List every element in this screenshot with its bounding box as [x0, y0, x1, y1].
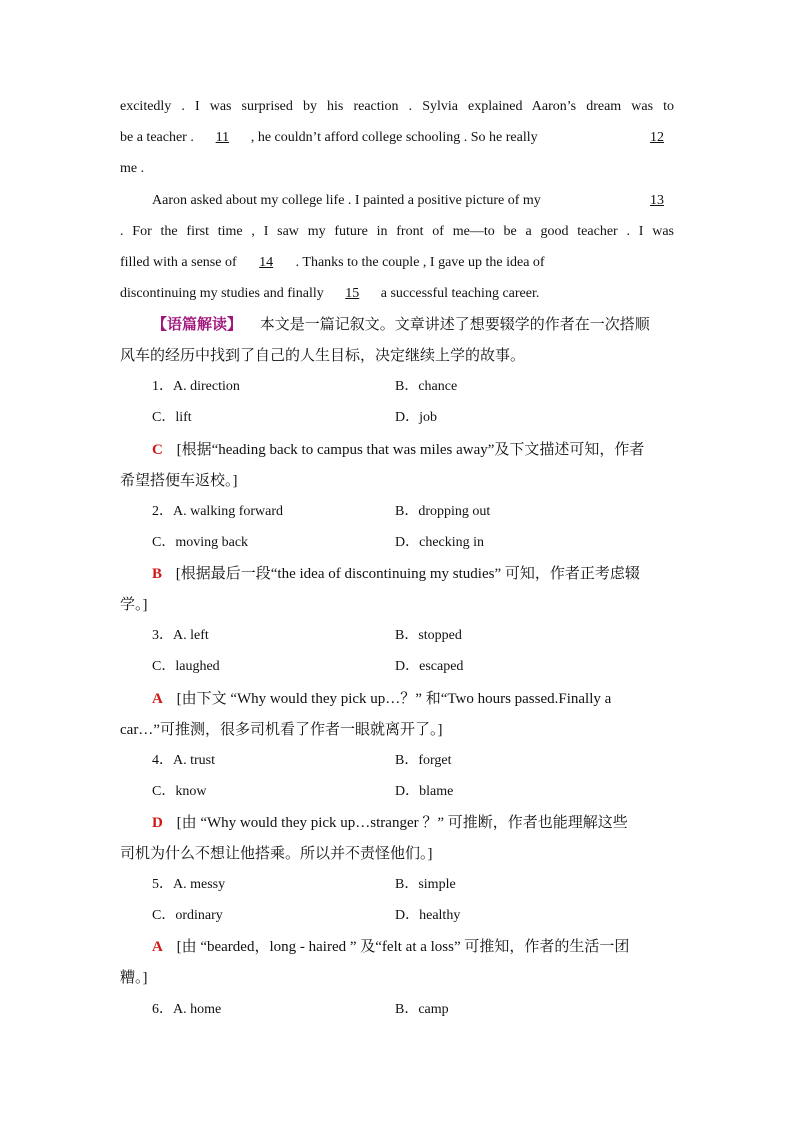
answer-line — [152, 687, 674, 711]
passage-text: be a teacher . — [120, 130, 194, 145]
question-1-option-b: B．chance — [395, 379, 458, 394]
blank-12: 12 — [650, 130, 664, 145]
question-3-option-b: B．stopped — [395, 628, 462, 643]
answer-line — [152, 562, 674, 586]
answer-letter: D — [152, 815, 163, 831]
answer-letter: C — [152, 442, 163, 458]
question-6-option-a — [152, 998, 221, 1022]
blank-15: 15 — [345, 286, 360, 301]
question-2-option-a — [152, 500, 283, 524]
answer-letter: B — [152, 566, 163, 582]
question-2-option-b: B．dropping out — [395, 504, 491, 519]
explanation-line: 希望搭便车返校。] — [120, 473, 238, 489]
question-number: 2． — [152, 504, 173, 519]
question-4-option-b: B．forget — [395, 753, 452, 768]
explanation-text: [根据“heading back to campus that was miles away”及下文描述可知，作者 — [176, 442, 645, 458]
passage-text: discontinuing my studies and finally — [120, 286, 324, 301]
option-text: A. messy — [173, 877, 226, 892]
question-number: 6． — [152, 1002, 173, 1017]
passage-line: excitedly . I was surprised by his reaction . Sylvia explained Aaron’s dream was to — [120, 99, 674, 114]
question-1-option-a — [152, 375, 240, 399]
analysis-tag: 【语篇解读】 — [152, 317, 243, 333]
analysis-text: 本文是一篇记叙文。文章讲述了想要辍学的作者在一次搭顺 — [259, 317, 650, 333]
answer-line — [152, 438, 674, 462]
question-1-option-d: D．job — [395, 410, 437, 425]
explanation-text: [由 “Why would they pick up…stranger ？” 可推断，作者也能理解这些 — [176, 815, 628, 831]
option-text: A. trust — [173, 753, 215, 768]
question-3-option-d: D．escaped — [395, 659, 464, 674]
passage-text: a successful teaching career. — [380, 286, 540, 301]
question-4-option-a — [152, 749, 215, 773]
passage-text: . Thanks to the couple , I gave up the idea of — [295, 255, 545, 270]
question-number: 4． — [152, 753, 173, 768]
analysis-line: 风车的经历中找到了自己的人生目标，决定继续上学的故事。 — [120, 348, 526, 364]
passage-line — [120, 126, 674, 150]
blank-14: 14 — [259, 255, 274, 270]
answer-letter: A — [152, 691, 163, 707]
passage-text: , he couldn’t afford college schooling . So he really — [250, 130, 538, 145]
question-number: 3． — [152, 628, 173, 643]
explanation-line: car…”可推测，很多司机看了作者一眼就离开了。] — [120, 722, 443, 738]
option-text: A. home — [173, 1002, 222, 1017]
question-6-option-b: B．camp — [395, 1002, 449, 1017]
question-5-option-d: D．healthy — [395, 908, 461, 923]
question-3-option-a — [152, 624, 209, 648]
explanation-line: 司机为什么不想让他搭乘。所以并不责怪他们。] — [120, 846, 433, 862]
analysis-line — [152, 313, 674, 337]
passage-line — [152, 189, 674, 213]
answer-letter: A — [152, 939, 163, 955]
option-text: A. walking forward — [173, 504, 284, 519]
explanation-text: [由 “bearded，long - haired ” 及“felt at a loss” 可推知，作者的生活一团 — [176, 939, 630, 955]
blank-13: 13 — [650, 193, 664, 208]
explanation-line: 学。] — [120, 597, 148, 613]
passage-text: Aaron asked about my college life . I painted a positive picture of my — [152, 193, 541, 208]
option-text: A. direction — [173, 379, 240, 394]
passage-line: me . — [120, 161, 145, 176]
question-2-option-c: C．moving back — [152, 535, 249, 550]
passage-line — [120, 251, 674, 275]
question-5-option-a — [152, 873, 225, 897]
question-4-option-d: D．blame — [395, 784, 454, 799]
explanation-text: [由下文 “Why would they pick up…？” 和“Two hours passed.Finally a — [176, 691, 612, 707]
answer-line — [152, 811, 674, 835]
question-number: 1． — [152, 379, 173, 394]
question-5-option-b: B．simple — [395, 877, 456, 892]
explanation-text: [根据最后一段“the idea of discontinuing my studies” 可知，作者正考虑辍 — [175, 566, 640, 582]
explanation-line: 糟。] — [120, 970, 148, 986]
passage-text: filled with a sense of — [120, 255, 237, 270]
question-3-option-c: C．laughed — [152, 659, 220, 674]
question-4-option-c: C．know — [152, 784, 207, 799]
option-text: A. left — [173, 628, 209, 643]
question-1-option-c: C．lift — [152, 410, 192, 425]
question-number: 5． — [152, 877, 173, 892]
question-2-option-d: D．checking in — [395, 535, 485, 550]
passage-line — [120, 282, 674, 306]
answer-line — [152, 935, 674, 959]
question-5-option-c: C．ordinary — [152, 908, 223, 923]
blank-11: 11 — [215, 130, 230, 145]
passage-line: . For the first time , I saw my future in front of me—to be a good teacher . I was — [120, 224, 674, 239]
